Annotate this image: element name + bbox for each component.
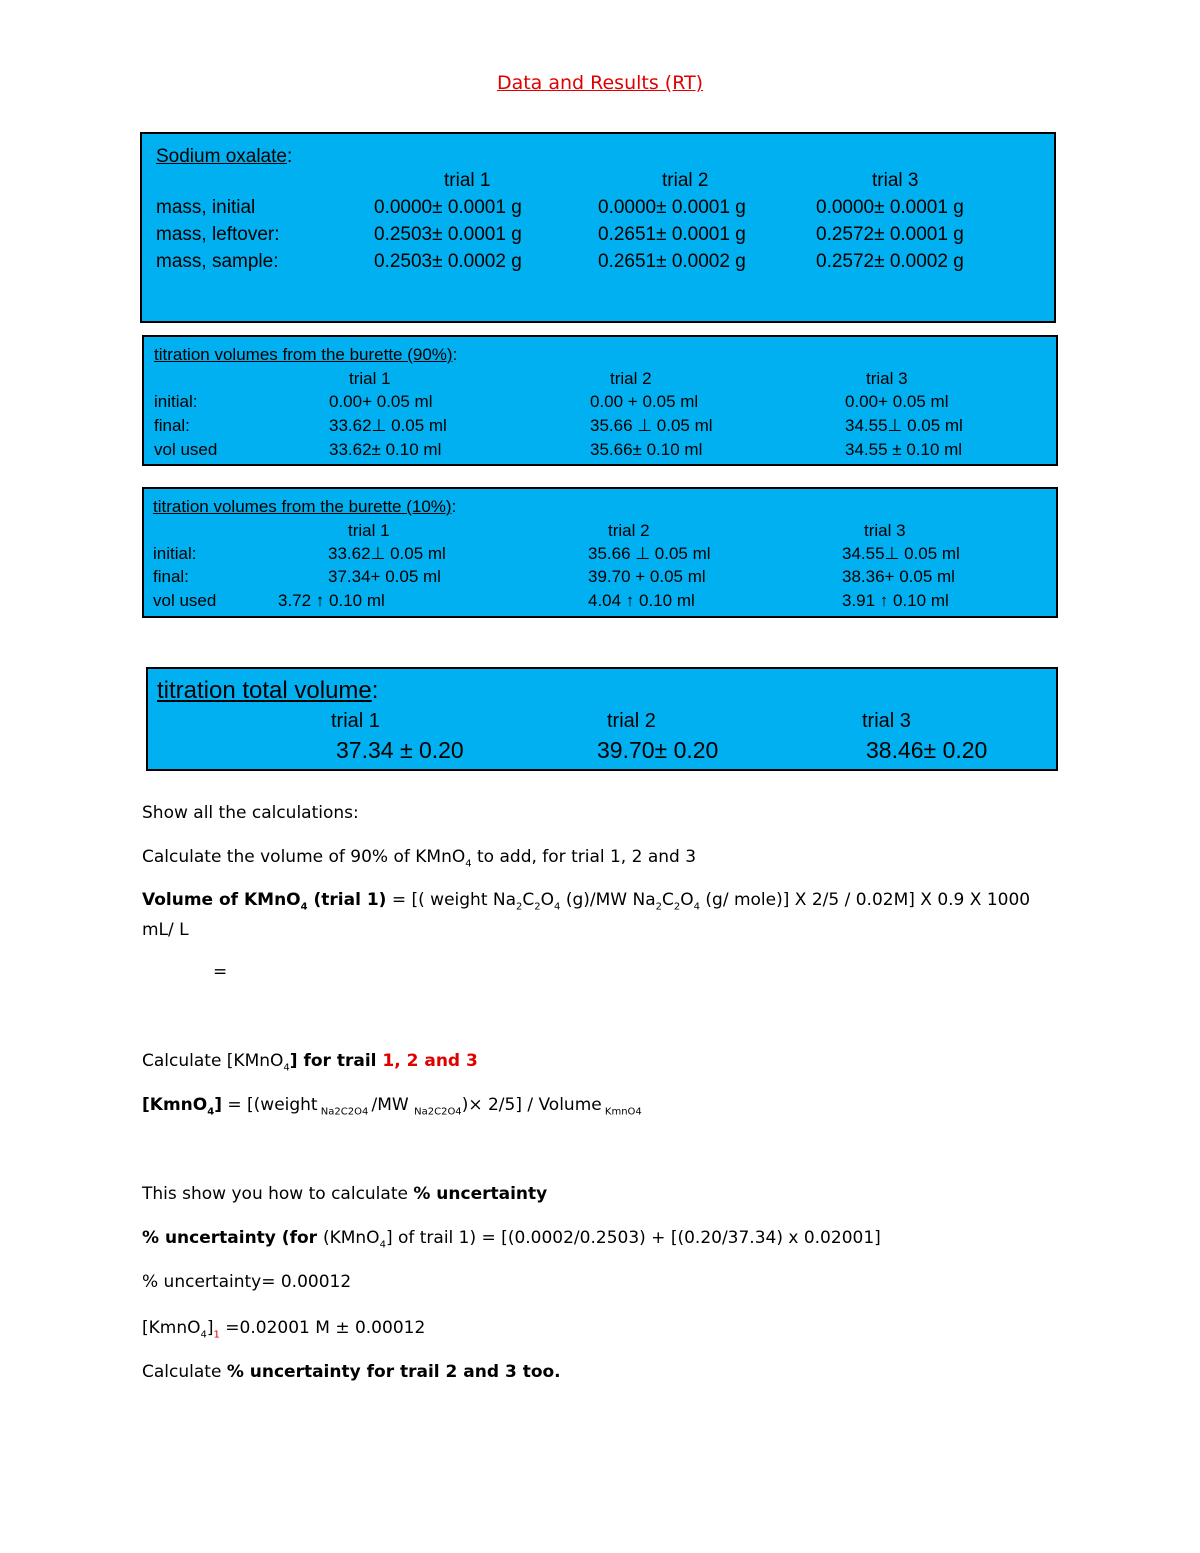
table-heading: titration total volume: <box>157 677 379 704</box>
cell-value: 37.34+ 0.05 ml <box>328 567 441 586</box>
cell-value: 0.0000± 0.0001 g <box>374 197 522 218</box>
table-heading: Sodium oxalate: <box>156 146 293 167</box>
row-label: initial: <box>154 392 198 411</box>
cell-value: 0.2572± 0.0002 g <box>816 251 964 272</box>
final-concentration: $[KmnO_4]_1 =0.02001$ M ± 0.00012 <box>142 1318 426 1341</box>
cell-value: 0.2503± 0.0002 g <box>374 251 522 272</box>
cell-value: 0.0000± 0.0001 g <box>816 197 964 218</box>
burette-10-table <box>142 487 1058 618</box>
burette-90-table <box>142 335 1058 466</box>
trial-header: trial 1 <box>444 170 491 191</box>
concentration-formula: [KmnO$_4$] = [(weight $_{Na2C2O4}$ /MW $_{Na2C2O4}$)× 2/5] / Volume $_{KmnO4}$ <box>142 1095 642 1118</box>
cell-value: 0.2651± 0.0002 g <box>598 251 746 272</box>
cell-value: 34.55 ± 0.10 ml <box>845 440 963 459</box>
cell-value: 0.2651± 0.0001 g <box>598 224 746 245</box>
uncertainty-formula: % uncertainty (for (KMnO$_4$] of trail 1) = [(0.0002/0.2503) + [(0.20/37.34) x 0.02001] <box>142 1228 881 1251</box>
cell-value: 33.62± 0.10 ml <box>329 440 442 459</box>
row-label: vol used <box>153 591 217 610</box>
trial-header: trial 1 <box>349 369 391 388</box>
cell-value: 35.66± 0.10 ml <box>590 440 703 459</box>
sodium-oxalate-table <box>140 132 1056 323</box>
trial-header: trial 3 <box>866 369 908 388</box>
cell-value: 35.66 ⊥ 0.05 ml <box>588 544 711 563</box>
cell-value: 33.62⊥ 0.05 ml <box>329 416 447 435</box>
cell-value: 0.00+ 0.05 ml <box>845 392 949 411</box>
total-value: 37.34 ± 0.20 <box>336 737 464 763</box>
instruction-final: Calculate % uncertainty for trail 2 and 3 too. <box>142 1362 561 1382</box>
row-label: mass, initial <box>156 197 256 218</box>
uncertainty-result: % uncertainty= 0.00012 <box>142 1272 352 1292</box>
trial-header: trial 3 <box>872 170 919 191</box>
table-heading: titration volumes from the burette (90%): <box>154 345 458 364</box>
trial-header: trial 3 <box>864 521 906 540</box>
total-value: 38.46± 0.20 <box>866 737 988 763</box>
volume-formula-line2: mL/ L <box>142 920 189 940</box>
row-label: mass, leftover: <box>156 224 280 245</box>
volume-formula: Volume of KMnO$_4$ (trial 1) = [( weight $Na_2C_2O_4$ (g)/MW $Na_2C_2O_4$ (g/ mole)] X 2/5 / 0.02M] X 0.9 X 1000 <box>142 890 1031 913</box>
row-label: mass, sample: <box>156 251 279 272</box>
cell-value: 38.36+ 0.05 ml <box>842 567 955 586</box>
cell-value: 0.00 + 0.05 ml <box>590 392 699 411</box>
cell-value: 34.55⊥ 0.05 ml <box>845 416 963 435</box>
uncertainty-intro: This show you how to calculate % uncertainty <box>142 1184 548 1204</box>
trial-header: trial 2 <box>607 710 656 732</box>
total-volume-table <box>146 667 1058 771</box>
cell-value: 0.2503± 0.0001 g <box>374 224 522 245</box>
cell-value: 0.0000± 0.0001 g <box>598 197 746 218</box>
trial-header: trial 1 <box>331 710 380 732</box>
trial-header: trial 2 <box>662 170 709 191</box>
trial-header: trial 2 <box>610 369 652 388</box>
trial-header: trial 3 <box>862 710 911 732</box>
page-title: Data and Results (RT) <box>496 72 704 94</box>
cell-value: 4.04 ↑ 0.10 ml <box>588 591 695 610</box>
cell-value: 0.2572± 0.0001 g <box>816 224 964 245</box>
total-value: 39.70± 0.20 <box>597 737 719 763</box>
row-label: final: <box>154 416 190 435</box>
row-label: vol used <box>154 440 218 459</box>
cell-value: 3.72 ↑ 0.10 ml <box>278 591 385 610</box>
cell-value: 33.62⊥ 0.05 ml <box>328 544 446 563</box>
instruction-calc-concentration: Calculate [KMnO$_4$] for trail 1, 2 and 3 <box>142 1051 478 1074</box>
cell-value: 0.00+ 0.05 ml <box>329 392 433 411</box>
row-label: initial: <box>153 544 197 563</box>
cell-value: 39.70 + 0.05 ml <box>588 567 706 586</box>
cell-value: 34.55⊥ 0.05 ml <box>842 544 960 563</box>
table-heading: titration volumes from the burette (10%): <box>153 497 457 516</box>
equals-sign: = <box>213 962 228 982</box>
cell-value: 35.66 ⊥ 0.05 ml <box>590 416 713 435</box>
trial-header: trial 1 <box>348 521 390 540</box>
instruction-calc-volume: Calculate the volume of 90% of KMnO$_4$ to add, for trial 1, 2 and 3 <box>142 847 697 870</box>
row-label: final: <box>153 567 189 586</box>
cell-value: 3.91 ↑ 0.10 ml <box>842 591 949 610</box>
instruction-show-all: Show all the calculations: <box>142 803 359 823</box>
trial-header: trial 2 <box>608 521 650 540</box>
